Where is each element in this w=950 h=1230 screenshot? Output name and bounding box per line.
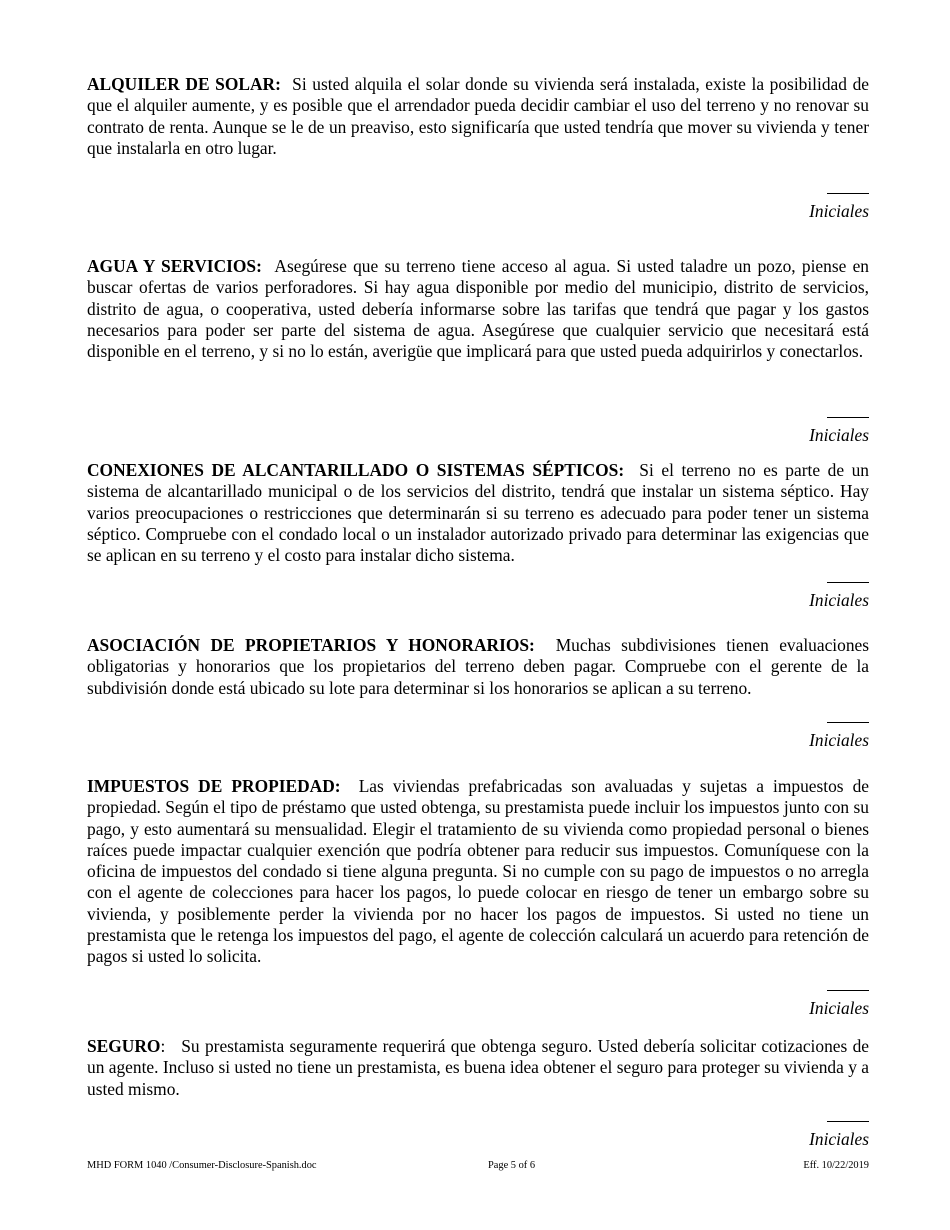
initials-label: Iniciales <box>809 1129 869 1149</box>
section-heading: SEGURO <box>87 1036 161 1056</box>
section-seguro: SEGURO: Su prestamista seguramente requerirá que obtenga seguro. Usted debería solicitar cotizaciones de un agente. Incluso si usted no tiene un prestamista, es buena idea obtener el seguro para proteger su vivienda y a usted mismo. <box>87 1036 870 1099</box>
initials-line <box>827 990 869 991</box>
document-page <box>87 0 869 1230</box>
page-footer <box>87 1159 869 1175</box>
footer-form-id: MHD FORM 1040 /Consumer-Disclosure-Spanish.doc <box>87 1160 317 1171</box>
section-text: Las viviendas prefabricadas son avaluadas y sujetas a impuestos de propiedad. Según el tipo de préstamo que usted obtenga, su prestamista puede incluir los impuestos junto con su pago, y esto aumentará su mensualidad. Elegir el tratamiento de su vivienda como propiedad personal o bienes raíces puede impactar cualquier exención que podría obtener para reducir sus impuestos. Comuníquese con la oficina de impuestos del condado si tiene alguna pregunta. Si no cumple con su pago de impuestos o no arregla con el agente de colecciones para hacer los pagos, lo puede colocar en riesgo de tener un embargo sobre su vivienda, y posiblemente perder la vivienda por no hacer los pagos de impuestos. Si usted no tiene un prestamista que le retenga los impuestos del pago, el agente de colección calculará un acuerdo para retención de pagos si usted lo solicita. <box>87 776 870 967</box>
initials-label: Iniciales <box>809 998 869 1018</box>
initials-field[interactable] <box>779 193 869 221</box>
initials-label: Iniciales <box>809 201 869 221</box>
initials-field[interactable] <box>779 417 869 445</box>
initials-line <box>827 417 869 418</box>
section-conexiones-de-alcantarillado <box>87 460 869 566</box>
section-heading: ALQUILER DE SOLAR: <box>87 74 281 94</box>
section-impuestos-de-propiedad <box>87 776 869 968</box>
initials-label: Iniciales <box>809 590 869 610</box>
section-alquiler-de-solar <box>87 74 869 159</box>
section-heading: ASOCIACIÓN DE PROPIETARIOS Y HONORARIOS: <box>87 635 535 655</box>
section-agua-y-servicios <box>87 256 869 362</box>
initials-label: Iniciales <box>809 730 869 750</box>
initials-field[interactable] <box>779 722 869 750</box>
section-heading: IMPUESTOS DE PROPIEDAD: <box>87 776 341 796</box>
footer-page-number: Page 5 of 6 <box>488 1160 536 1171</box>
section-text: Si el terreno no es parte de un sistema de alcantarillado municipal o de los servicios del distrito, tendrá que instalar un sistema séptico. Hay varios preocupaciones o restricciones que determinarán si su terreno es adecuado para poder tener un sistema séptico. Compruebe con el condado local o un instalador autorizado privado para determinar las exigencias que se aplican en su terreno y el costo para instalar dicho sistema. <box>87 460 869 566</box>
initials-field[interactable] <box>779 990 869 1018</box>
initials-label: Iniciales <box>809 425 869 445</box>
initials-line <box>827 722 869 723</box>
section-heading: CONEXIONES DE ALCANTARILLADO O SISTEMAS SÉPTICOS: <box>87 460 625 480</box>
initials-line <box>827 193 869 194</box>
section-text: Su prestamista seguramente requerirá que obtenga seguro. Usted debería solicitar cotizaciones de un agente. Incluso si usted no tiene un prestamista, es buena idea obtener el seguro para proteger su vivienda y a usted mismo. <box>87 1036 870 1099</box>
section-text: Asegúrese que su terreno tiene acceso al agua. Si usted taladre un pozo, piense en buscar ofertas de varios perforadores. Si hay agua disponible por medio del municipio, distrito de servicios, distrito de agua, o cooperativa, usted debería informarse sobre las tarifas que tendrá que pagar y los gastos necesarios para poder ser parte del sistema de agua. Asegúrese que cualquier servicio que necesitará está disponible en el terreno, y si no lo están, averigüe que implicará para que usted pueda adquirirlos y conectarlos. <box>87 256 869 362</box>
section-heading: AGUA Y SERVICIOS: <box>87 256 262 276</box>
section-asociacion-de-propietarios <box>87 635 869 699</box>
section-text: Si usted alquila el solar donde su vivienda será instalada, existe la posibilidad de que el alquiler aumente, y es posible que el arrendador pueda decidir cambiar el uso del terreno y no renovar su contrato de renta. Aunque se le de un preaviso, esto significaría que usted tendría que mover su vivienda y tener que instalarla en otro lugar. <box>87 74 869 158</box>
initials-line <box>827 1121 869 1122</box>
section-text: Muchas subdivisiones tienen evaluaciones obligatorias y honorarios que los propietarios del terreno deben pagar. Compruebe con el gerente de la subdivisión donde está ubicado su lote para determinar si los honorarios se aplican a su terreno. <box>87 635 869 698</box>
footer-effective-date: Eff. 10/22/2019 <box>803 1160 869 1171</box>
initials-line <box>827 582 869 583</box>
initials-field[interactable] <box>779 582 869 610</box>
initials-field[interactable] <box>779 1121 869 1149</box>
